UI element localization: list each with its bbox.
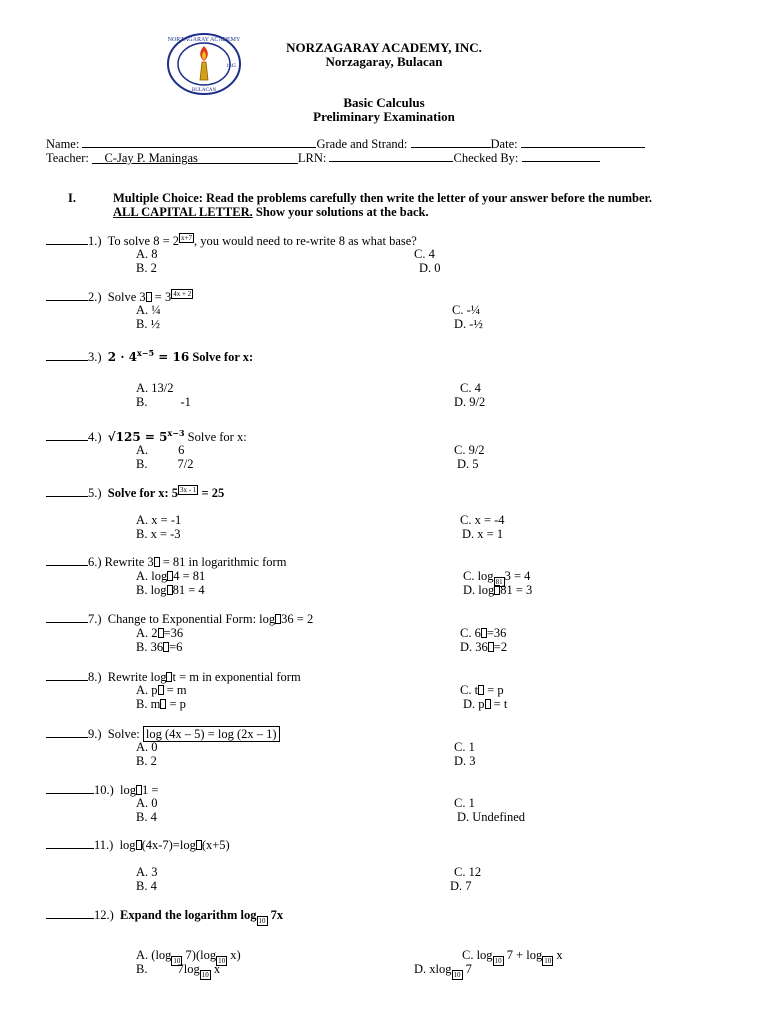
q12-choice-d[interactable]: D. xlog 10 7 — [414, 962, 472, 979]
q9-choice-d[interactable]: D. 3 — [454, 754, 476, 768]
answer-blank[interactable] — [46, 485, 88, 497]
checked-blank[interactable] — [522, 150, 600, 162]
q7-choice-b[interactable]: B. 36 =6 — [136, 640, 183, 654]
q11-choice-a[interactable]: A. 3 — [136, 865, 158, 879]
section-instruction-2: ALL CAPITAL LETTER. Show your solutions at the back. — [113, 205, 429, 219]
q3-choice-b[interactable]: B. -1 — [136, 395, 191, 409]
answer-blank[interactable] — [46, 907, 94, 919]
q9-choice-b[interactable]: B. 2 — [136, 754, 157, 768]
question-1: 1.) To solve 8 = 2 x+7 , you would need to re-write 8 as what base? — [46, 233, 417, 249]
q5-choice-a[interactable]: A. x = -1 — [136, 513, 182, 527]
name-blank[interactable] — [82, 136, 316, 148]
q12-choice-c[interactable]: C. log 10 7 + log 10 x — [462, 948, 563, 965]
q5-choice-c[interactable]: C. x = -4 — [460, 513, 505, 527]
answer-blank[interactable] — [46, 782, 94, 794]
q9-choice-c[interactable]: C. 1 — [454, 740, 475, 754]
q7-choice-a[interactable]: A. 2 =36 — [136, 626, 184, 640]
q1-choice-a[interactable]: A. 8 — [136, 247, 158, 261]
question-2: 2.) Solve 3 = 3 4x + 2 — [46, 289, 193, 305]
q7-choice-c[interactable]: C. 6 =36 — [460, 626, 507, 640]
question-5: 5.) Solve for x: 5 3x - 1 = 25 — [46, 485, 224, 501]
date-label: Date: — [490, 137, 521, 151]
exam-subject: Basic Calculus — [343, 95, 425, 110]
answer-blank[interactable] — [46, 837, 94, 849]
q2-choice-c[interactable]: C. -¼ — [452, 303, 481, 317]
q10-choice-d[interactable]: D. Undefined — [457, 810, 526, 824]
answer-blank[interactable] — [46, 611, 88, 623]
answer-blank[interactable] — [46, 669, 88, 681]
question-12: 12.) Expand the logarithm log 10 7x — [46, 907, 283, 926]
q4-choice-d[interactable]: D. 5 — [457, 457, 479, 471]
grade-blank[interactable] — [411, 136, 491, 148]
svg-text:NORZAGARAY ACADEMY: NORZAGARAY ACADEMY — [167, 37, 241, 43]
q3-choice-c[interactable]: C. 4 — [460, 381, 481, 395]
section-instruction: Multiple Choice: Read the problems carefully then write the letter of your answer before the number. — [113, 191, 653, 205]
q6-choice-d[interactable]: D. log 81 = 3 — [463, 583, 533, 597]
question-6: 6.) Rewrite 3 = 81 in logarithmic form — [46, 554, 286, 570]
q2-choice-a[interactable]: A. ¼ — [136, 303, 161, 317]
q8-choice-a[interactable]: A. p = m — [136, 683, 187, 697]
q10-choice-a[interactable]: A. 0 — [136, 796, 158, 810]
question-8: 8.) Rewrite log t = m in exponential form — [46, 669, 301, 685]
q10-choice-b[interactable]: B. 4 — [136, 810, 157, 824]
answer-blank[interactable] — [46, 289, 88, 301]
question-4: 4.) $√125 = 5^{x-3}$ Solve for x: — [46, 428, 247, 445]
svg-text:BULACAN: BULACAN — [191, 88, 217, 93]
q6-choice-a[interactable]: A. log 4 = 81 — [136, 569, 206, 583]
q7-choice-d[interactable]: D. 36 =2 — [460, 640, 508, 654]
teacher-label: Teacher: — [46, 151, 92, 165]
q4-choice-b[interactable]: B. 7/2 — [136, 457, 194, 471]
q11-choice-c[interactable]: C. 12 — [454, 865, 482, 879]
question-3: 3.) $2 \cdot 4^{x-5} = 16$ Solve for x: — [46, 348, 253, 365]
q6-choice-c[interactable]: C. log 81 3 = 4 — [463, 569, 531, 586]
answer-blank[interactable] — [46, 726, 88, 738]
q12-choice-b[interactable]: B. 7log 10 x — [136, 962, 221, 979]
checked-label: Checked By: — [453, 151, 522, 165]
answer-blank[interactable] — [46, 349, 88, 361]
q11-choice-d[interactable]: D. 7 — [450, 879, 472, 893]
q4-choice-c[interactable]: C. 9/2 — [454, 443, 485, 457]
q10-choice-c[interactable]: C. 1 — [454, 796, 475, 810]
q8-choice-b[interactable]: B. m = p — [136, 697, 186, 711]
answer-blank[interactable] — [46, 554, 88, 566]
svg-text:1945: 1945 — [226, 64, 236, 69]
q3-choice-d[interactable]: D. 9/2 — [454, 395, 486, 409]
question-11: 11.) log (4x-7)=log (x+5) — [46, 837, 230, 853]
teacher-row — [46, 150, 600, 166]
q12-choice-a[interactable]: A. (log 10 7)(log 10 x) — [136, 948, 241, 965]
q5-choice-d[interactable]: D. x = 1 — [462, 527, 504, 541]
q5-choice-b[interactable]: B. x = -3 — [136, 527, 181, 541]
question-10: 10.) log 1 = — [46, 782, 158, 798]
q9-choice-a[interactable]: A. 0 — [136, 740, 158, 754]
q11-choice-b[interactable]: B. 4 — [136, 879, 157, 893]
q2-choice-b[interactable]: B. ½ — [136, 317, 160, 331]
q6-choice-b[interactable]: B. log 81 = 4 — [136, 583, 205, 597]
q2-choice-d[interactable]: D. -½ — [454, 317, 483, 331]
lrn-blank[interactable] — [329, 150, 453, 162]
school-location: Norzagaray, Bulacan — [325, 54, 443, 69]
date-blank[interactable] — [521, 136, 645, 148]
section-number: I. — [68, 191, 76, 205]
q1-choice-d[interactable]: D. 0 — [419, 261, 441, 275]
q8-choice-d[interactable]: D. p = t — [463, 697, 508, 711]
q4-choice-a[interactable]: A. 6 — [136, 443, 185, 457]
question-7: 7.) Change to Exponential Form: log 36 = 2 — [46, 611, 313, 627]
teacher-name: C-Jay P. Maningas — [104, 151, 198, 165]
question-9: 9.) Solve: log (4x – 5) = log (2x – 1) — [46, 726, 280, 742]
q1-choice-c[interactable]: C. 4 — [414, 247, 435, 261]
grade-label: Grade and Strand: — [316, 137, 411, 151]
q8-choice-c[interactable]: C. t = p — [460, 683, 504, 697]
answer-blank[interactable] — [46, 233, 88, 245]
name-label: Name: — [46, 137, 83, 151]
q1-choice-b[interactable]: B. 2 — [136, 261, 157, 275]
q3-choice-a[interactable]: A. 13/2 — [136, 381, 174, 395]
school-name: NORZAGARAY ACADEMY, INC. — [286, 40, 482, 55]
exam-title: Preliminary Examination — [313, 109, 455, 124]
lrn-label: LRN: — [297, 151, 330, 165]
answer-blank[interactable] — [46, 429, 88, 441]
